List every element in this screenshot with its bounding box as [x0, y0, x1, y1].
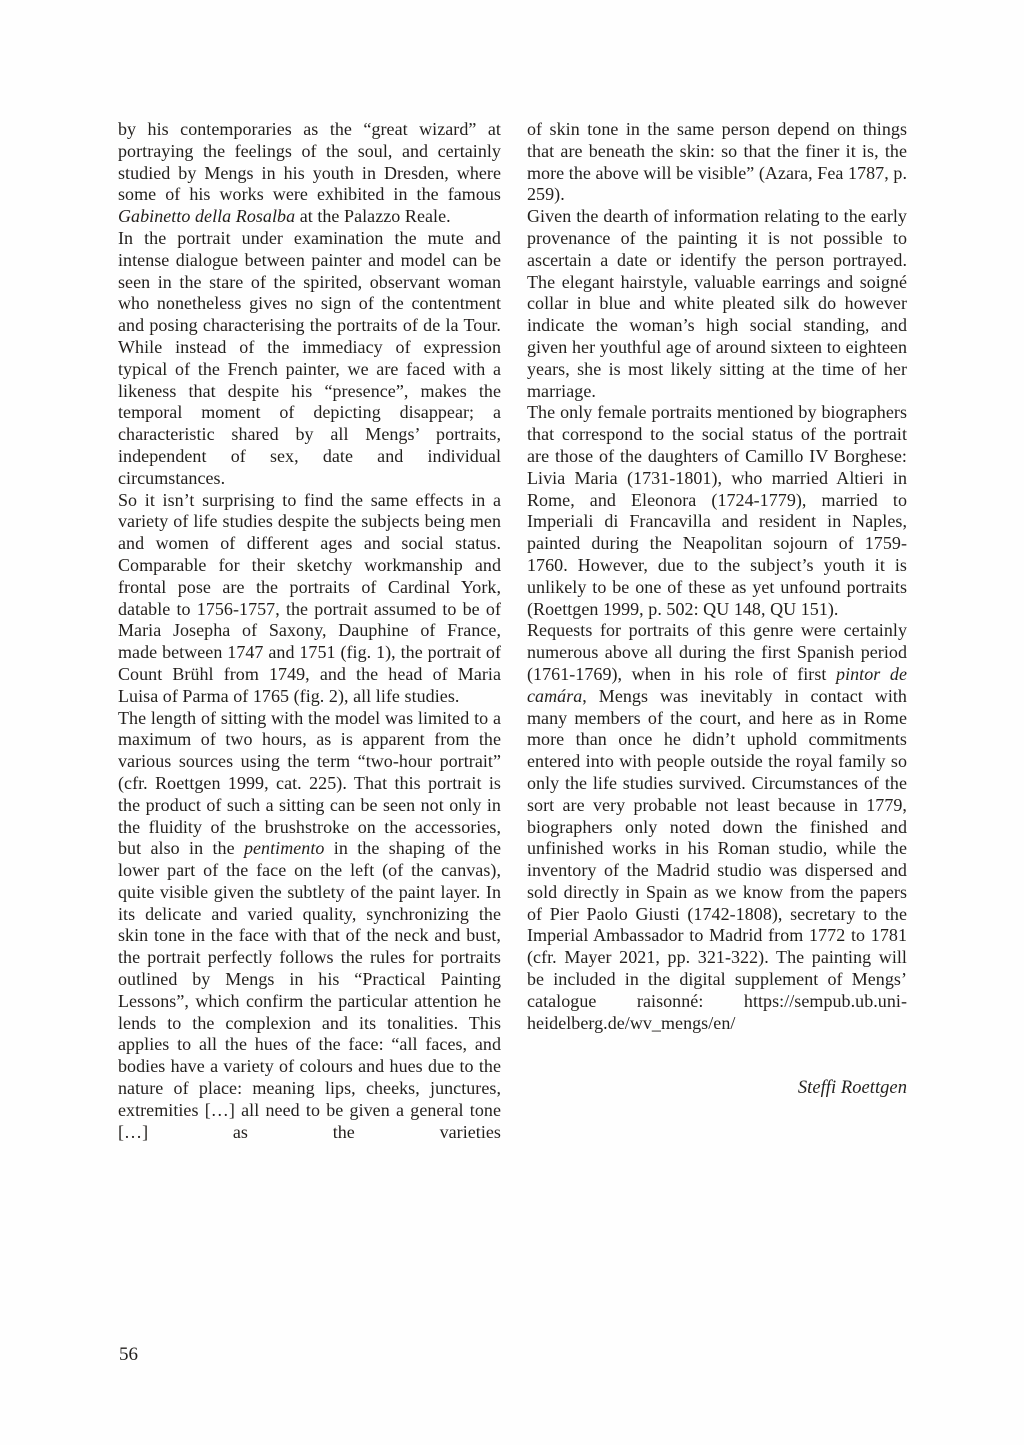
text-segment: of skin tone in the same person depend on things that are beneath the skin: so that the finer it is, the more the above will be visible” (Azara, Fea 1787, p. 259).: [527, 119, 907, 205]
paragraph: [527, 620, 907, 1034]
paragraph: [118, 228, 501, 490]
italic-text-segment: Gabinetto della Rosalba: [118, 206, 296, 227]
text-segment: In the portrait under examination the mute and intense dialogue between painter and model can be seen in the stare of the spirited, observant woman who nonetheless gives no sign of the contentment and posing characterising the portraits of de la Tour. While instead of the immediacy of expression typical of the French painter, we are faced with a likeness that despite his “presence”, makes the temporal moment of depicting disappear; a characteristic shared by all Mengs’ portraits, independent of sex, date and individual circumstances.: [118, 227, 501, 488]
text-segment: by his contemporaries as the “great wizard” at portraying the feelings of the soul, and certainly studied by Mengs in his youth in Dresden, where some of his works were exhibited in the famous: [118, 119, 501, 205]
paragraph: [527, 119, 907, 206]
paragraph: [527, 402, 907, 620]
text-segment: Given the dearth of information relating to the early provenance of the painting it is not possible to ascertain a date or identify the person portrayed. The elegant hairstyle, valuable earrings and soigné collar in blue and white pleated silk do however indicate the woman’s high social standing, and given her youthful age of around sixteen to eighteen years, she is most likely sitting at the time of her marriage.: [527, 206, 907, 401]
paragraph: [118, 119, 501, 228]
italic-text-segment: pentimento: [243, 838, 325, 859]
paragraph: [527, 206, 907, 402]
text-segment: The length of sitting with the model was limited to a maximum of two hours, as is apparent from the various sources using the term “two-hour portrait” (cfr. Roettgen 1999, cat. 225). That this portrait is the product of such a sitting can be seen not only in the fluidity of the brushstroke on the accessories, but also in the: [118, 707, 501, 859]
text-segment: , Mengs was inevitably in contact with many members of the court, and here as in Rome more than once he didn’t uphold commitments entered into with people outside the royal family so only the life studies survived. Circumstances of the sort are very probable not least because in 1779, biographers only noted down the finished and unfinished works in his Roman studio, while the inventory of the Madrid studio was dispersed and sold directly in Spain as we know from the papers of Pier Paolo Giusti (1742-1808), secretary to the Imperial Ambassador to Madrid from 1772 to 1781 (cfr. Mayer 2021, pp. 321-322). The painting will be included in the digital supplement of Mengs’ catalogue raisonné: https://sempub.ub.uni-heidelberg.de/wv_mengs/en/: [527, 685, 907, 1033]
author-signature: Steffi Roettgen: [797, 1078, 907, 1099]
paragraph: [118, 490, 501, 708]
italic-text-segment: pintor de camára: [527, 663, 907, 706]
text-segment: The only female portraits mentioned by biographers that correspond to the social status of the portrait are those of the daughters of Camillo IV Borghese: Livia Maria (1731-1801), who married Altieri in Rome, and Eleonora (1724-1779), married to Imperiali di Francavilla and resident in Naples, painted during the Neapolitan sojourn of 1759-1760. However, due to the subject’s youth it is unlikely to be one of these as yet unfound portraits (Roettgen 1999, p. 502: QU 148, QU 151).: [527, 402, 907, 619]
text-segment: at the Palazzo Reale.: [295, 206, 451, 227]
text-segment: So it isn’t surprising to find the same effects in a variety of life studies despite the subjects being men and women of different ages and social status. Comparable for their sketchy workmanship and frontal pose are the portraits of Cardinal York, datable to 1756-1757, the portrait assumed to be of Maria Josepha of Saxony, Dauphine of France, made between 1747 and 1751 (fig. 1), the portrait of Count Brühl from 1749, and the head of Maria Luisa of Parma of 1765 (fig. 2), all life studies.: [118, 489, 501, 706]
page-number: 56: [119, 1344, 138, 1365]
left-text-column: [118, 119, 501, 1143]
paragraph: [118, 708, 501, 1144]
text-segment: Requests for portraits of this genre were certainly numerous above all during the first Spanish period (1761-1769), when in his role of first: [527, 620, 907, 684]
right-text-column: [527, 119, 907, 1100]
text-segment: in the shaping of the lower part of the face on the left (of the canvas), quite visible given the subtlety of the paint layer. In its delicate and varied quality, synchronizing the skin tone in the face with that of the neck and bust, the portrait perfectly follows the rules for portraits outlined by Mengs in his “Practical Painting Lessons”, which confirm the particular attention he lends to the complexion and its tonalities. This applies to all the hues of the face: “all faces, and bodies have a variety of colours and hues due to the nature of place: meaning lips, cheeks, junctures, extremities […] all need to be given a general tone […] as the varieties: [118, 838, 501, 1142]
